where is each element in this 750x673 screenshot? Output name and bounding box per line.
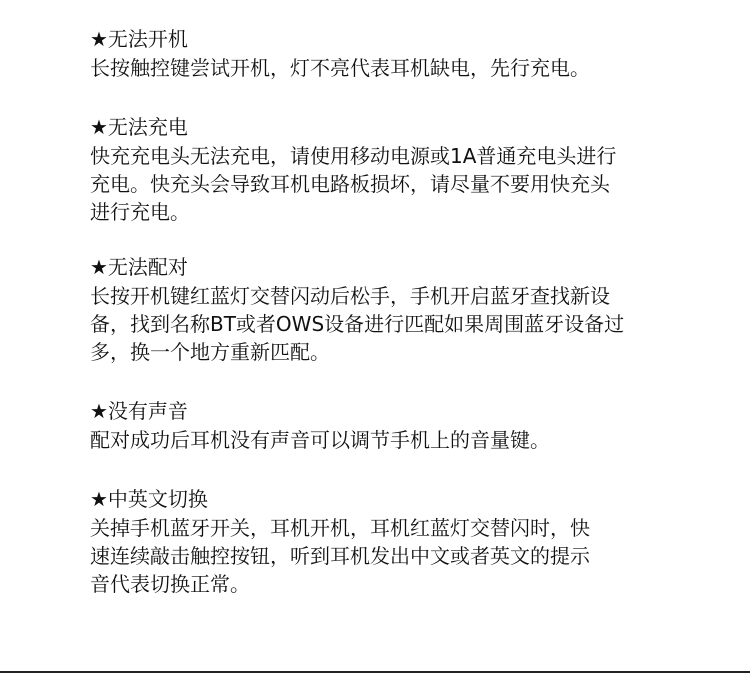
section-body xyxy=(90,514,700,598)
body-line: 长按触控键尝试开机，灯不亮代表耳机缺电，先行充电。 xyxy=(90,56,590,80)
body-line: 充电。快充头会导致耳机电路板损坏，请尽量不要用快充头 xyxy=(90,172,610,196)
body-line: 备，找到名称BT或者OWS设备进行匹配如果周围蓝牙设备过 xyxy=(90,312,625,336)
section-title: ★中英文切换 xyxy=(90,487,208,511)
section-body xyxy=(90,54,700,82)
section-cannot-charge xyxy=(90,112,700,226)
section-no-sound xyxy=(90,396,700,454)
section-title: ★无法开机 xyxy=(90,27,188,51)
body-line: 长按开机键红蓝灯交替闪动后松手，手机开启蓝牙查找新设 xyxy=(90,284,610,308)
section-body xyxy=(90,426,700,454)
body-line: 速连续敲击触控按钮，听到耳机发出中文或者英文的提示 xyxy=(90,544,590,568)
section-title: ★没有声音 xyxy=(90,399,188,423)
body-line: 关掉手机蓝牙开关，耳机开机，耳机红蓝灯交替闪时，快 xyxy=(90,516,590,540)
body-line: 快充充电头无法充电，请使用移动电源或1A普通充电头进行 xyxy=(90,144,617,168)
body-line: 音代表切换正常。 xyxy=(90,572,250,596)
section-body xyxy=(90,142,700,226)
section-language-switch xyxy=(90,484,700,598)
body-line: 配对成功后耳机没有声音可以调节手机上的音量键。 xyxy=(90,428,550,452)
section-cannot-pair xyxy=(90,252,700,366)
section-title: ★无法配对 xyxy=(90,255,188,279)
section-body xyxy=(90,282,700,366)
section-cannot-power-on xyxy=(90,24,700,82)
body-line: 多，换一个地方重新匹配。 xyxy=(90,340,330,364)
section-title: ★无法充电 xyxy=(90,115,188,139)
body-line: 进行充电。 xyxy=(90,200,190,224)
faq-content xyxy=(90,24,700,628)
